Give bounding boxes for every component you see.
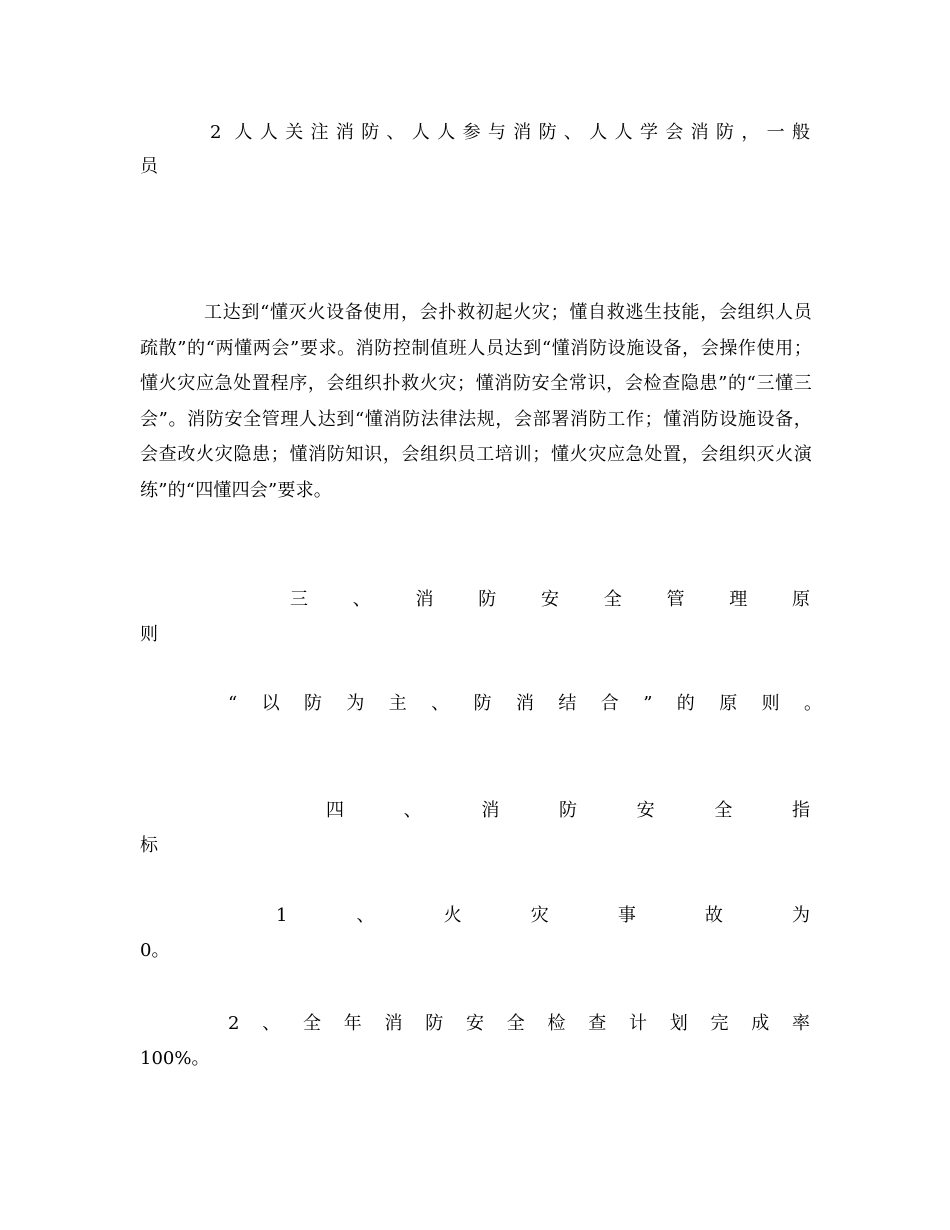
section-4-heading-continued: 标 (140, 835, 158, 856)
indicator-2: 2、全年消防安全检查计划完成率 (228, 1013, 810, 1034)
section-4-heading: 四、消防安全指 (326, 800, 810, 821)
indicator-1: 1、火灾事故为 (276, 905, 810, 926)
paragraph-1-line-2: 员 (140, 156, 158, 177)
section-3-principle: “以防为主、防消结合”的原则。 (228, 693, 822, 714)
paragraph-1-line-1: 2 人人关注消防、人人参与消防、人人学会消防，一般 (210, 122, 810, 143)
paragraph-2: 工达到“懂灭火设备使用，会扑救初起火灾；懂自救逃生技能，会组织人员疏散”的“两懂两会”要求。消防控制值班人员达到“懂消防设施设备，会操作使用；懂火灾应急处置程序，会组织扑救火灾；懂消防安全常识，会检查隐患”的“三懂三会”。消防安全管理人达到“懂消防法律法规，会部署消防工作；懂消防设施设备，会查改火灾隐患；懂消防知识，会组织员工培训；懂火灾应急处置，会组织灭火演练”的“四懂四会”要求。 (140, 302, 812, 501)
indicator-1-continued: 0。 (140, 940, 170, 961)
section-3-heading-continued: 则 (140, 624, 158, 645)
section-3-heading: 三、消防安全管理原 (290, 589, 810, 610)
indicator-2-continued: 100%。 (140, 1048, 210, 1069)
